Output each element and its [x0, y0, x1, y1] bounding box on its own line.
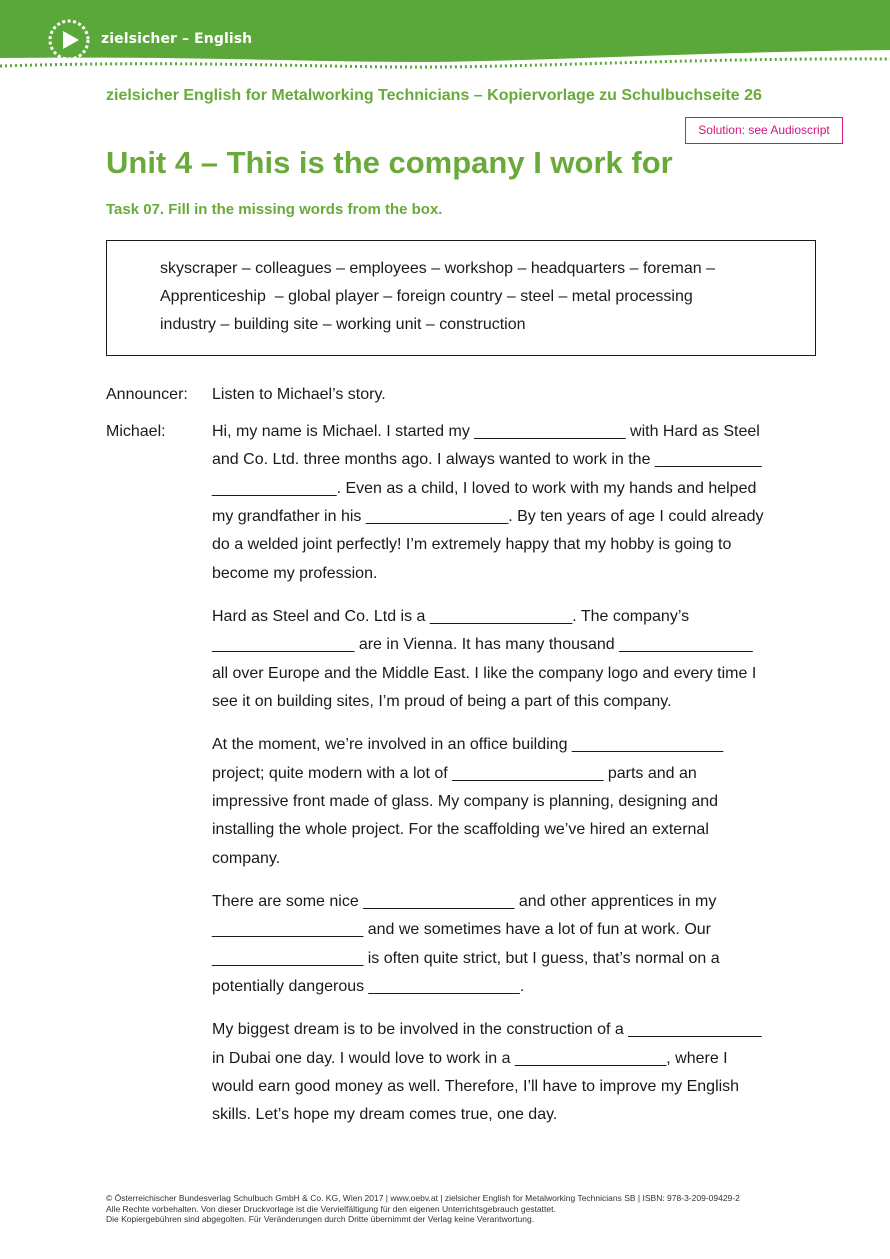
story-line: _________________ and we sometimes have a lot of fun at work. Our: [212, 921, 711, 938]
story-line: would earn good money as well. Therefore, I’ll have to improve my English: [212, 1078, 740, 1095]
document-subtitle: zielsicher English for Metalworking Technicians – Kopiervorlage zu Schulbuchseite 26: [106, 87, 762, 104]
footer-line: © Österreichischer Bundesverlag Schulbuch GmbH & Co. KG, Wien 2017 | www.oebv.at | zielsicher English for Metalworking Technicians SB | ISBN: 978-3-209-09429-2: [106, 1193, 740, 1203]
brand-name: zielsicher – English: [101, 31, 253, 47]
story-line: At the moment, we’re involved in an office building _________________: [212, 736, 724, 753]
story-line: _________________ is often quite strict, but I guess, that’s normal on a: [212, 950, 720, 967]
story-line: installing the whole project. For the scaffolding we’ve hired an external: [212, 821, 709, 838]
page-title: Unit 4 – This is the company I work for: [106, 145, 673, 180]
footer-line: Alle Rechte vorbehalten. Von dieser Druckvorlage ist die Vervielfältigung für den eigenen Unterrichtsgebrauch gestattet.: [106, 1203, 556, 1214]
story-line: Hi, my name is Michael. I started my _________________ with Hard as Steel: [212, 423, 760, 440]
story-line: all over Europe and the Middle East. I like the company logo and every time I: [212, 665, 757, 682]
word-box-line: industry – building site – working unit – construction: [160, 316, 526, 333]
story-line: company.: [212, 850, 281, 867]
story-line: ________________ are in Vienna. It has many thousand _______________: [212, 636, 753, 653]
story-line: There are some nice _________________ and other apprentices in my: [212, 893, 717, 910]
story-line: ______________. Even as a child, I loved to work with my hands and helped: [212, 480, 757, 497]
story-line: impressive front made of glass. My company is planning, designing and: [212, 793, 719, 810]
word-box-line: skyscraper – colleagues – employees – workshop – headquarters – foreman –: [160, 260, 715, 277]
story-line: skills. Let’s hope my dream comes true, one day.: [212, 1106, 558, 1123]
solution-note: Solution: see Audioscript: [685, 117, 843, 144]
story-line: My biggest dream is to be involved in the construction of a _______________: [212, 1021, 762, 1038]
word-box-line: Apprenticeship – global player – foreign country – steel – metal processing: [160, 288, 693, 305]
story-line: potentially dangerous _________________.: [212, 978, 525, 995]
copyright-footer: [106, 1193, 740, 1225]
story-line: Hard as Steel and Co. Ltd is a ________________. The company’s: [212, 608, 690, 625]
task-instruction: Task 07. Fill in the missing words from the box.: [106, 201, 443, 218]
story-line: and Co. Ltd. three months ago. I always wanted to work in the ____________: [212, 451, 762, 468]
michael-label: Michael:: [106, 423, 166, 440]
story-line: see it on building sites, I’m proud of being a part of this company.: [212, 693, 672, 710]
word-box: [106, 240, 816, 356]
footer-line: Die Kopiergebühren sind abgegolten. Für Veränderungen durch Dritte übernimmt der Verlag keine Verantwortung.: [106, 1214, 535, 1224]
story-line: in Dubai one day. I would love to work in a _________________, where I: [212, 1050, 728, 1067]
story-line: project; quite modern with a lot of _________________ parts and an: [212, 765, 697, 782]
story-line: my grandfather in his ________________. By ten years of age I could already: [212, 508, 764, 525]
announcer-label: Announcer:: [106, 386, 188, 403]
story-line: become my profession.: [212, 565, 378, 582]
announcer-text: Listen to Michael’s story.: [212, 386, 386, 403]
story-line: do a welded joint perfectly! I’m extremely happy that my hobby is going to: [212, 536, 732, 553]
